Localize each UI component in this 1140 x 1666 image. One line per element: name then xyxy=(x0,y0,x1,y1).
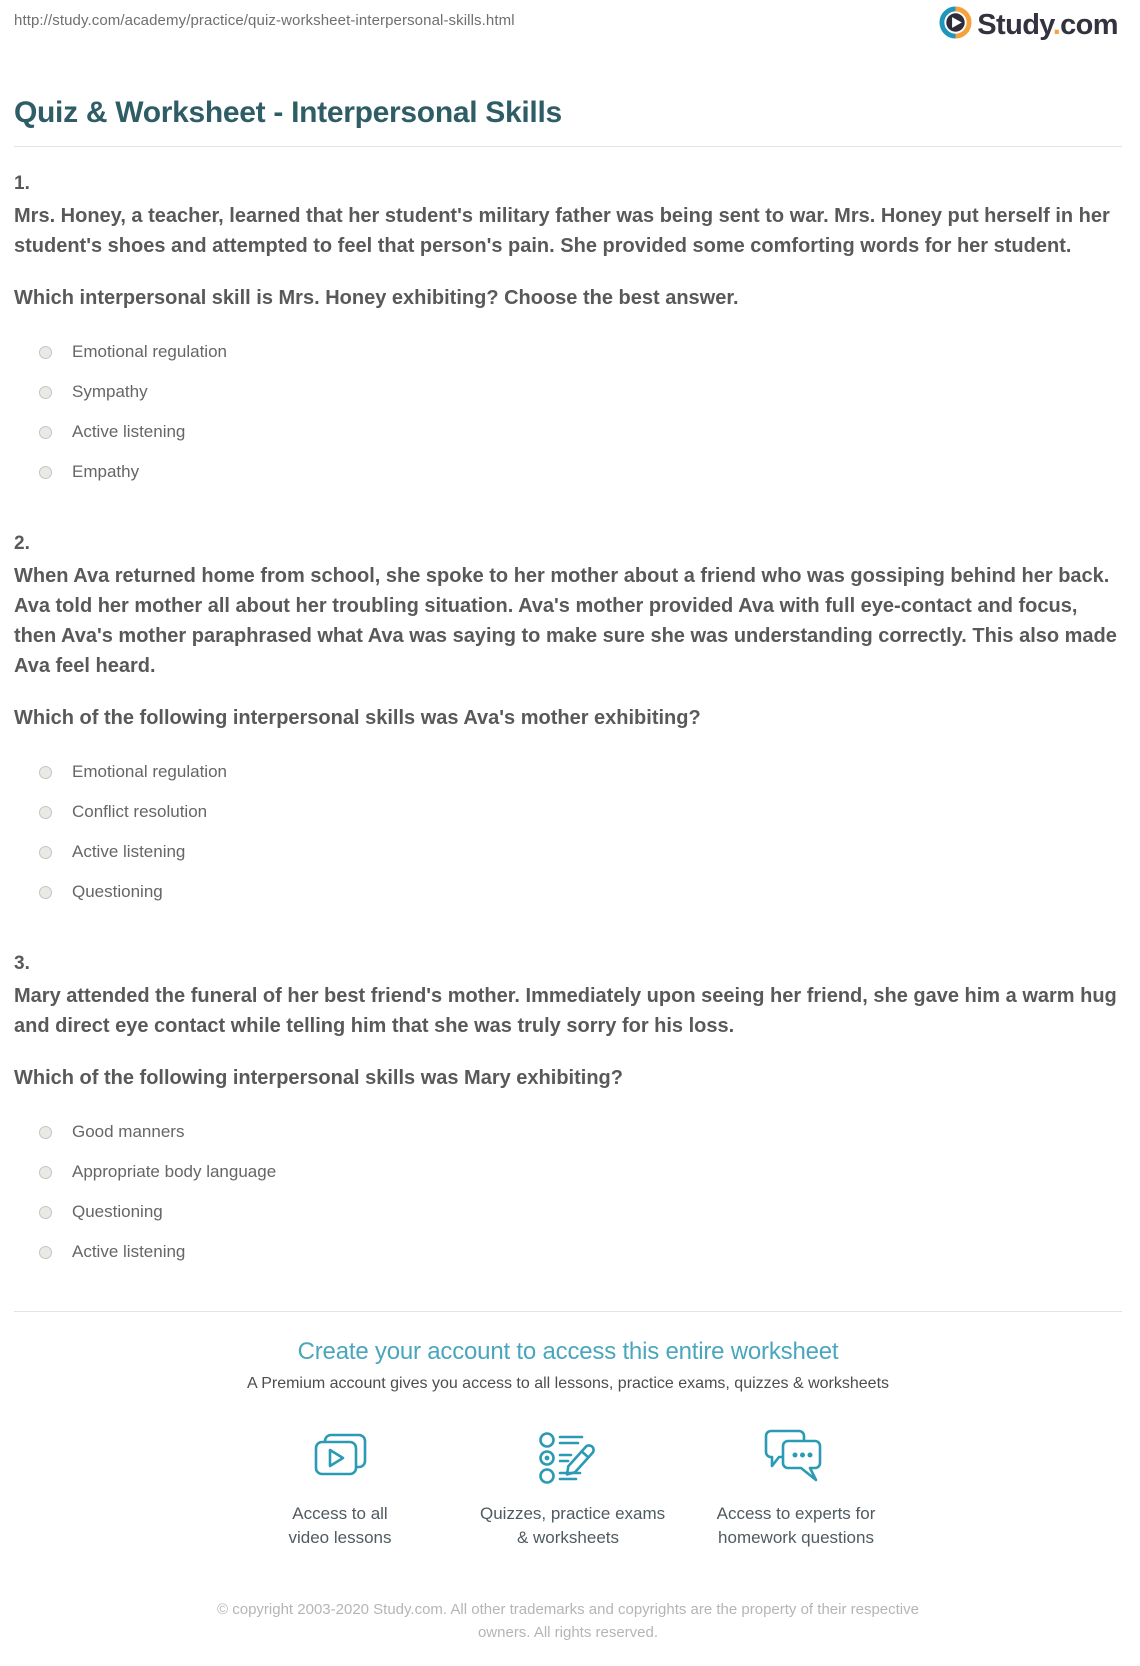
options-list xyxy=(14,763,1122,901)
question-block-3 xyxy=(14,953,1122,1261)
title-divider xyxy=(14,146,1122,147)
logo-text-com: com xyxy=(1060,8,1118,41)
question-block-1 xyxy=(14,173,1122,481)
quiz-worksheet-icon xyxy=(480,1427,656,1489)
question-number: 1. xyxy=(14,173,30,194)
option-label: Active listening xyxy=(72,842,186,861)
option-label: Good manners xyxy=(72,1122,185,1141)
option-label: Emotional regulation xyxy=(72,762,227,781)
question-number: 3. xyxy=(14,953,30,974)
option-label: Empathy xyxy=(72,462,140,481)
video-lessons-icon xyxy=(252,1427,428,1489)
option-label: Conflict resolution xyxy=(72,802,208,821)
feature-label xyxy=(252,1502,428,1550)
copyright-notice: © copyright 2003-2020 Study.com. All other trademarks and copyrights are the property of their respective owners. All rights reserved. xyxy=(217,1601,919,1641)
options-list xyxy=(14,1123,1122,1261)
answer-option[interactable] xyxy=(39,383,1122,401)
feature-label-line1: Access to experts for xyxy=(716,1504,876,1523)
answer-option[interactable] xyxy=(39,763,1122,781)
options-list xyxy=(14,343,1122,481)
radio-button[interactable] xyxy=(39,346,52,359)
question-text: Which of the following interpersonal skills was Mary exhibiting? xyxy=(14,1067,623,1089)
chat-experts-icon xyxy=(708,1427,884,1489)
feature-label-line1: Quizzes, practice exams xyxy=(480,1504,666,1523)
option-label: Active listening xyxy=(72,422,186,441)
cta-heading: Create your account to access this entire worksheet xyxy=(297,1338,839,1365)
logo-text-study: Study xyxy=(977,8,1053,41)
answer-option[interactable] xyxy=(39,1243,1122,1261)
feature-label xyxy=(708,1502,884,1550)
cta-section xyxy=(14,1338,1122,1550)
features-row xyxy=(14,1427,1122,1550)
header xyxy=(14,0,1122,64)
question-text: Which of the following interpersonal skills was Ava's mother exhibiting? xyxy=(14,707,701,729)
answer-option[interactable] xyxy=(39,343,1122,361)
answer-option[interactable] xyxy=(39,423,1122,441)
answer-option[interactable] xyxy=(39,1163,1122,1181)
answer-option[interactable] xyxy=(39,1203,1122,1221)
radio-button[interactable] xyxy=(39,1246,52,1259)
cta-subheading: A Premium account gives you access to all lessons, practice exams, quizzes & worksheets xyxy=(246,1375,890,1392)
question-prompt: Mary attended the funeral of her best friend's mother. Immediately upon seeing her friend, she gave him a warm hug and direct eye contact while telling him that she was truly sorry for his loss. xyxy=(14,985,1117,1037)
logo-wordmark xyxy=(977,9,1118,42)
radio-button[interactable] xyxy=(39,1126,52,1139)
feature-homework-experts xyxy=(708,1427,884,1550)
feature-quizzes-worksheets xyxy=(480,1427,666,1550)
studycom-logo[interactable] xyxy=(939,6,1118,44)
option-label: Questioning xyxy=(72,882,163,901)
radio-button[interactable] xyxy=(39,806,52,819)
radio-button[interactable] xyxy=(39,766,52,779)
answer-option[interactable] xyxy=(39,843,1122,861)
question-prompt: When Ava returned home from school, she spoke to her mother about a friend who was gossiping behind her back. Ava told her mother all about her troubling situation. Ava's mother provided Ava with full eye-contact and focus, then Ava's mother paraphrased what Ava was saying to make sure she was understanding correctly. This also made Ava feel heard. xyxy=(14,565,1117,677)
feature-label-line1: Access to all xyxy=(292,1504,388,1523)
feature-label-line2: homework questions xyxy=(718,1528,874,1547)
page-title: Quiz & Worksheet - Interpersonal Skills xyxy=(14,96,562,129)
option-label: Questioning xyxy=(72,1202,163,1221)
radio-button[interactable] xyxy=(39,846,52,859)
play-circle-icon xyxy=(939,6,972,44)
feature-label-line2: video lessons xyxy=(288,1528,392,1547)
answer-option[interactable] xyxy=(39,803,1122,821)
page-url: http://study.com/academy/practice/quiz-worksheet-interpersonal-skills.html xyxy=(14,12,515,29)
option-label: Emotional regulation xyxy=(72,342,227,361)
question-text: Which interpersonal skill is Mrs. Honey exhibiting? Choose the best answer. xyxy=(14,287,739,309)
answer-option[interactable] xyxy=(39,883,1122,901)
answer-option[interactable] xyxy=(39,1123,1122,1141)
answer-option[interactable] xyxy=(39,463,1122,481)
option-label: Active listening xyxy=(72,1242,186,1261)
radio-button[interactable] xyxy=(39,466,52,479)
content-divider xyxy=(14,1311,1122,1312)
radio-button[interactable] xyxy=(39,886,52,899)
question-prompt: Mrs. Honey, a teacher, learned that her student's military father was being sent to war. Mrs. Honey put herself in her student's shoes and attempted to feel that person's pain. She provided some comforting words for her student. xyxy=(14,205,1110,257)
radio-button[interactable] xyxy=(39,1206,52,1219)
feature-label-line2: & worksheets xyxy=(516,1528,620,1547)
option-label: Appropriate body language xyxy=(72,1162,277,1181)
radio-button[interactable] xyxy=(39,426,52,439)
radio-button[interactable] xyxy=(39,386,52,399)
option-label: Sympathy xyxy=(72,382,148,401)
logo-dot: . xyxy=(1052,8,1061,41)
question-block-2 xyxy=(14,533,1122,901)
quiz-body xyxy=(14,173,1122,1261)
radio-button[interactable] xyxy=(39,1166,52,1179)
feature-label xyxy=(480,1502,666,1550)
feature-video-lessons xyxy=(252,1427,428,1550)
question-number: 2. xyxy=(14,533,30,554)
